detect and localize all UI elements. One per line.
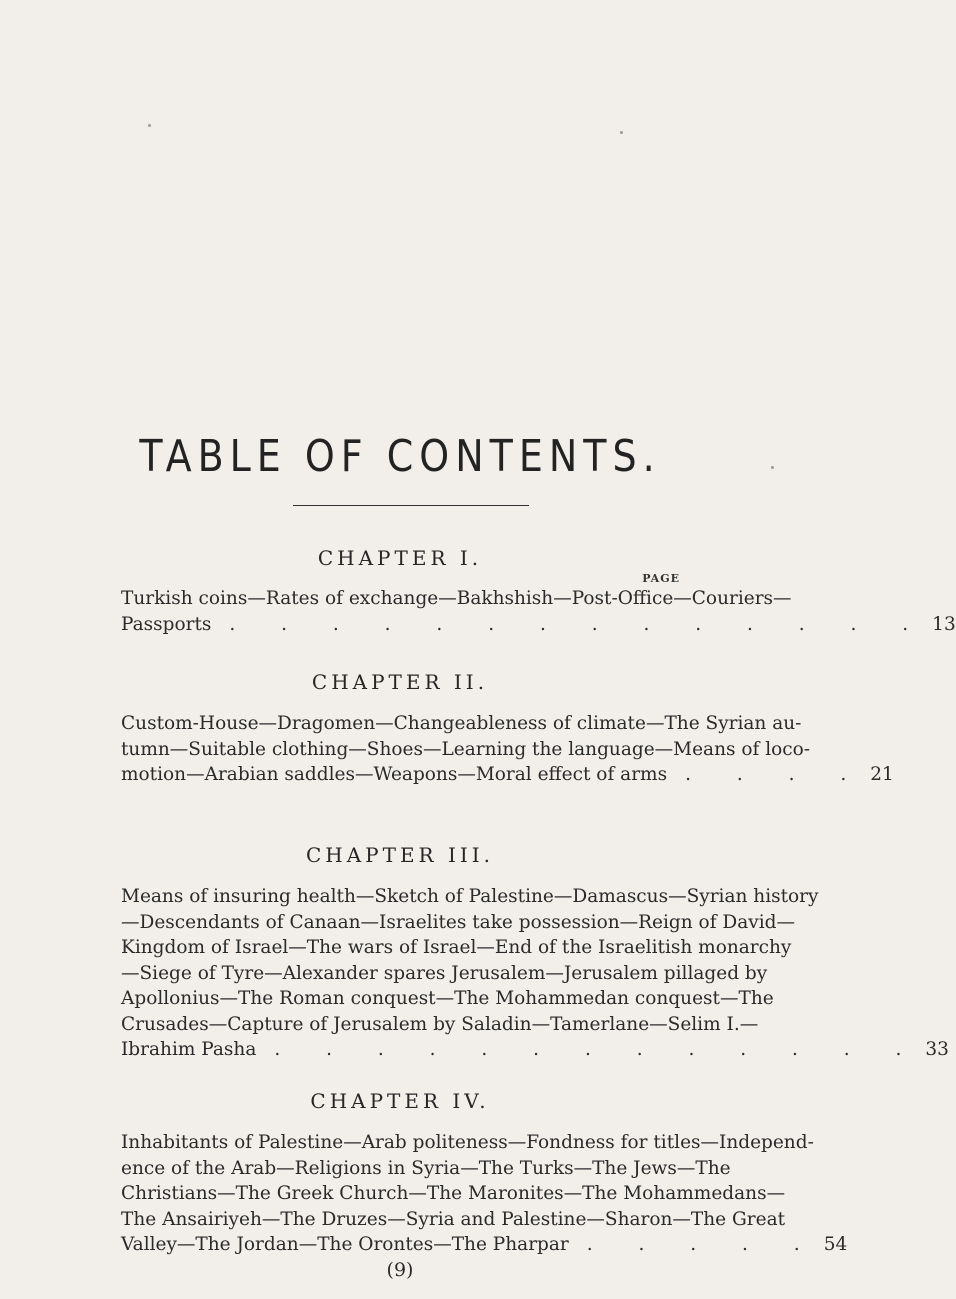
page-number: 33 (925, 1039, 949, 1060)
dot-leaders: . . . . (685, 764, 867, 785)
entry-line: Valley—The Jordan—The Orontes—The Pharpar (121, 1234, 569, 1255)
entry-line: Passports (121, 613, 212, 635)
dot-leaders: . . . . . . . . . . . . . (274, 1039, 922, 1060)
paper-speck (148, 124, 151, 127)
dot-leaders: . . . . . . . . . . . . . . (229, 613, 929, 635)
entry-last-line (121, 1037, 949, 1063)
entry-line: ence of the Arab—Religions in Syria—The Turks—The Jews—The (121, 1157, 731, 1179)
chapter-1-entry (121, 586, 956, 637)
folio-page-number: (9) (386, 1259, 414, 1281)
entry-line: Ibrahim Pasha (121, 1039, 257, 1060)
chapter-1-heading: CHAPTER I. (317, 546, 483, 570)
page-title: TABLE OF CONTENTS. (139, 430, 661, 482)
page-number: 13 (932, 613, 956, 635)
entry-line: motion—Arabian saddles—Weapons—Moral effect of arms (121, 764, 668, 785)
entry-line: The Ansairiyeh—The Druzes—Syria and Palestine—Sharon—The Great (121, 1208, 786, 1230)
title-rule (293, 505, 529, 506)
entry-last-line (121, 1232, 848, 1258)
entry-line: Means of insuring health—Sketch of Palestine—Damascus—Syrian history (121, 886, 819, 907)
entry-last-line (121, 612, 956, 638)
entry-line: Custom-House—Dragomen—Changeableness of climate—The Syrian au- (121, 713, 802, 734)
entry-line: Kingdom of Israel—The wars of Israel—End of the Israelitish monarchy (121, 937, 792, 958)
chapter-2-entry (121, 711, 894, 788)
chapter-3-entry (121, 884, 949, 1063)
page-number: 54 (823, 1234, 848, 1255)
entry-last-line (121, 762, 894, 788)
chapter-2-heading: CHAPTER II. (311, 670, 489, 694)
entry-line: Inhabitants of Palestine—Arab politeness—Fondness for titles—Independ- (121, 1132, 814, 1153)
entry-line: Apollonius—The Roman conquest—The Mohammedan conquest—The (121, 988, 774, 1009)
chapter-4-heading: CHAPTER IV. (310, 1089, 490, 1113)
chapter-4-entry (121, 1130, 848, 1258)
page-number: 21 (870, 764, 894, 785)
page-column-label: PAGE (642, 572, 680, 585)
entry-line: Turkish coins—Rates of exchange—Bakhshish—Post-Office—Couriers— (121, 588, 792, 609)
entry-line: tumn—Suitable clothing—Shoes—Learning the language—Means of loco- (121, 738, 811, 760)
entry-line: Christians—The Greek Church—The Maronites—The Mohammedans— (121, 1183, 786, 1204)
chapter-3-heading: CHAPTER III. (305, 843, 495, 867)
paper-speck (620, 131, 623, 134)
entry-line: Crusades—Capture of Jerusalem by Saladin—Tamerlane—Selim I.— (121, 1013, 759, 1035)
dot-leaders: . . . . . (586, 1234, 820, 1255)
entry-line: —Siege of Tyre—Alexander spares Jerusalem—Jerusalem pillaged by (121, 962, 768, 984)
entry-line: —Descendants of Canaan—Israelites take possession—Reign of David— (121, 911, 795, 933)
